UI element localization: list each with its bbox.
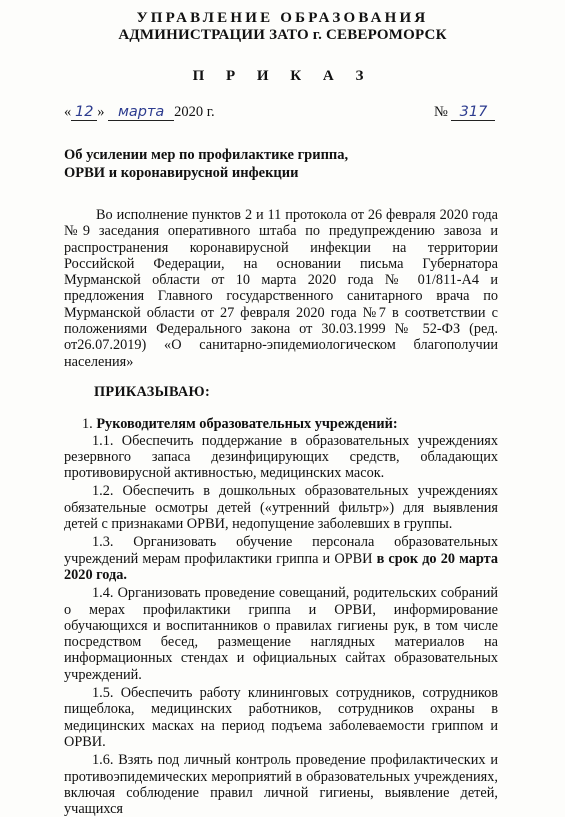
list-item: 1.6. Взять под личный контроль проведение профилактических и противоэпидемических мероприятий в образовательных учреждениях, включая соблюдение правил личной гигиены, выявление детей, учащихся [64, 752, 499, 817]
org-name-line2: АДМИНИСТРАЦИИ ЗАТО г. СЕВЕРОМОРСК [118, 27, 447, 43]
order-subject: Об усилении мер по профилактике гриппа, ОРВИ и коронавирусной инфекции [64, 147, 349, 181]
order-date: « 12 » марта 2020 г. [64, 104, 215, 120]
list-item: 1.2. Обеспечить в дошкольных образовательных учреждениях обязательные осмотры детей («утренний фильтр») для выявления детей с признаками ОРВИ, недопущение заболевших в группы. [64, 483, 498, 533]
list-item: 1.4. Организовать проведение совещаний, родительских собраний о мерах профилактики гриппа и ОРВИ, информирование обучающихся и воспитанников о правилах гигиены рук, в том числе посредством бесед, размещение наглядных материалов на информационных стендах и официальных сайтах образовательных учреждений. [64, 585, 499, 683]
handwritten-number: 317 [451, 104, 495, 121]
list-item: 1.3. Организовать обучение персонала образовательных учреждений мерам профилактики гриппа и ОРВИ в срок до 20 марта 2020 года. [64, 534, 499, 583]
document-type-title: П Р И К А З [192, 68, 373, 84]
handwritten-month: марта [108, 104, 174, 121]
order-number: № 317 [434, 104, 495, 121]
order-body [64, 207, 498, 817]
handwritten-day: 12 [71, 104, 97, 121]
order-word: ПРИКАЗЫВАЮ: [94, 383, 211, 400]
section-1-title: 1. Руководителям образовательных учреждений: [82, 416, 398, 433]
preamble-paragraph: Во исполнение пунктов 2 и 11 протокола от 26 февраля 2020 года №9 заседания оперативного штаба по предупреждению завоза и распространения коронавирусной инфекции на территории Российской Федерации, на основании письма Губернатора Мурманской области от 10 марта 2020 года № 01/811-А4 и предложения Главного государственного санитарного врача по Мурманской области от 27 февраля 2020 года №7 в соответствии с положениями Федерального закона от 30.03.1999 № 52-ФЗ (ред. от26.07.2019) «О санитарно-эпидемиологическом благополучии населения» [64, 207, 498, 370]
org-name-line1: УПРАВЛЕНИЕ ОБРАЗОВАНИЯ [136, 10, 429, 26]
list-item: 1.1. Обеспечить поддержание в образовательных учреждениях резервного запаса дезинфицирующих средств, обладающих противовирусной активностью, медицинских масок. [64, 432, 499, 482]
list-item: 1.5. Обеспечить работу клининговых сотрудников, сотрудников пищеблока, медицинских работников, сотрудников охраны в медицинских масках на период подъема заболеваемости гриппом и ОРВИ. [64, 685, 498, 750]
